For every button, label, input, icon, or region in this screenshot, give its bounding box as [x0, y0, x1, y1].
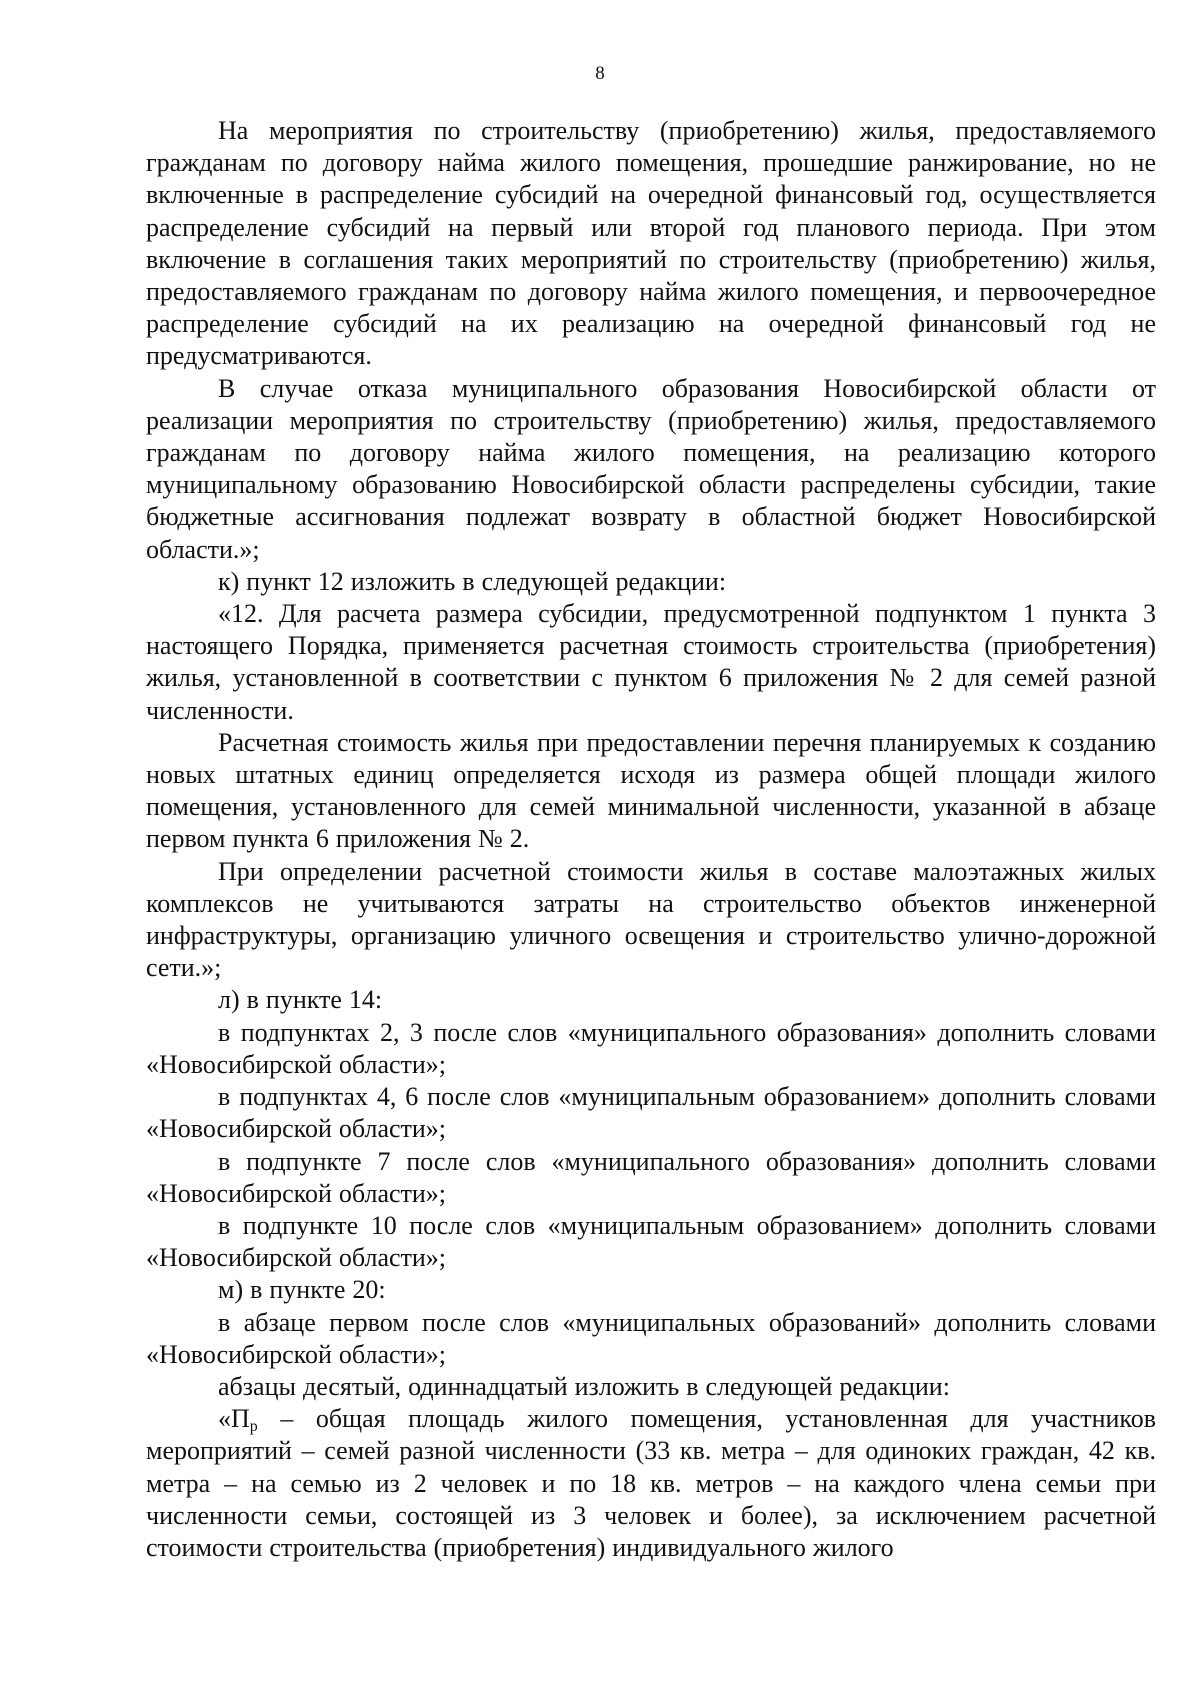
paragraph: к) пункт 12 изложить в следующей редакции:: [218, 566, 727, 596]
paragraph: в подпункте 10 после слов «муниципальным образованием» дополнить словами «Новосибирской области»;: [146, 1210, 1156, 1273]
paragraph: л) в пункте 14:: [218, 985, 383, 1015]
paragraph: При определении расчетной стоимости жилья в составе малоэтажных жилых комплексов не учитываются затраты на строительство объектов инженерной инфраструктуры, организацию уличного освещения и строительство улично-дорожной сети.»;: [146, 856, 1156, 983]
paragraph: в подпунктах 4, 6 после слов «муниципальным образованием» дополнить словами «Новосибирской области»;: [146, 1082, 1156, 1144]
page-number: 8: [595, 63, 605, 84]
paragraph: в абзаце первом после слов «муниципальных образований» дополнить словами «Новосибирской области»;: [146, 1307, 1156, 1369]
paragraph: Расчетная стоимость жилья при предоставлении перечня планируемых к созданию новых штатных единиц определяется исходя из размера общей площади жилого помещения, установленного для семей минимальной численности, указанной в абзаце первом пункта 6 приложения № 2.: [146, 727, 1156, 854]
paragraph: На мероприятия по строительству (приобретению) жилья, предоставляемого гражданам по договору найма жилого помещения, прошедшие ранжирование, но не включенные в распределение субсидий на очередной финансовый год, осуществляется распределение субсидий на первый или второй год планового периода. При этом включение в соглашения таких мероприятий по строительству (приобретению) жилья, предоставляемого гражданам по договору найма жилого помещения, и первоочередное распределение субсидий на их реализацию на очередной финансовый год не предусматриваются.: [146, 116, 1156, 371]
paragraph: в подпункте 7 после слов «муниципального образования» дополнить словами «Новосибирской области»;: [146, 1146, 1156, 1208]
paragraph: абзацы десятый, одиннадцатый изложить в следующей редакции:: [218, 1371, 950, 1401]
paragraph: м) в пункте 20:: [218, 1275, 386, 1305]
paragraph: «12. Для расчета размера субсидии, предусмотренной подпунктом 1 пункта 3 настоящего Порядка, применяется расчетная стоимость строительства (приобретения) жилья, установленной в соответствии с пунктом 6 приложения № 2 для семей разной численности.: [146, 599, 1156, 725]
formula-definition-text: – общая площадь жилого помещения, установленная для участников мероприятий – семей разной численности (33 кв. метра – для одиноких граждан, 42 кв. метра – на семью из 2 человек и по 18 кв. метров – на каждого члена семьи при численности семьи, состоящей из 3 человек и более), за исключением расчетной стоимости строительства (приобретения) индивидуального жилого: [146, 1404, 1156, 1562]
formula-definition-paragraph: [146, 1403, 1156, 1564]
formula-subscript: р: [249, 1418, 258, 1436]
formula-symbol: «П: [218, 1404, 250, 1434]
paragraph: в подпунктах 2, 3 после слов «муниципального образования» дополнить словами «Новосибирской области»;: [146, 1017, 1156, 1079]
paragraph: В случае отказа муниципального образования Новосибирской области от реализации мероприятия по строительству (приобретению) жилья, предоставляемого гражданам по договору найма жилого помещения, на реализацию которого муниципальному образованию Новосибирской области распределены субсидии, такие бюджетные ассигнования подлежат возврату в областной бюджет Новосибирской области.»;: [146, 373, 1156, 564]
document-body: [146, 115, 1156, 1564]
